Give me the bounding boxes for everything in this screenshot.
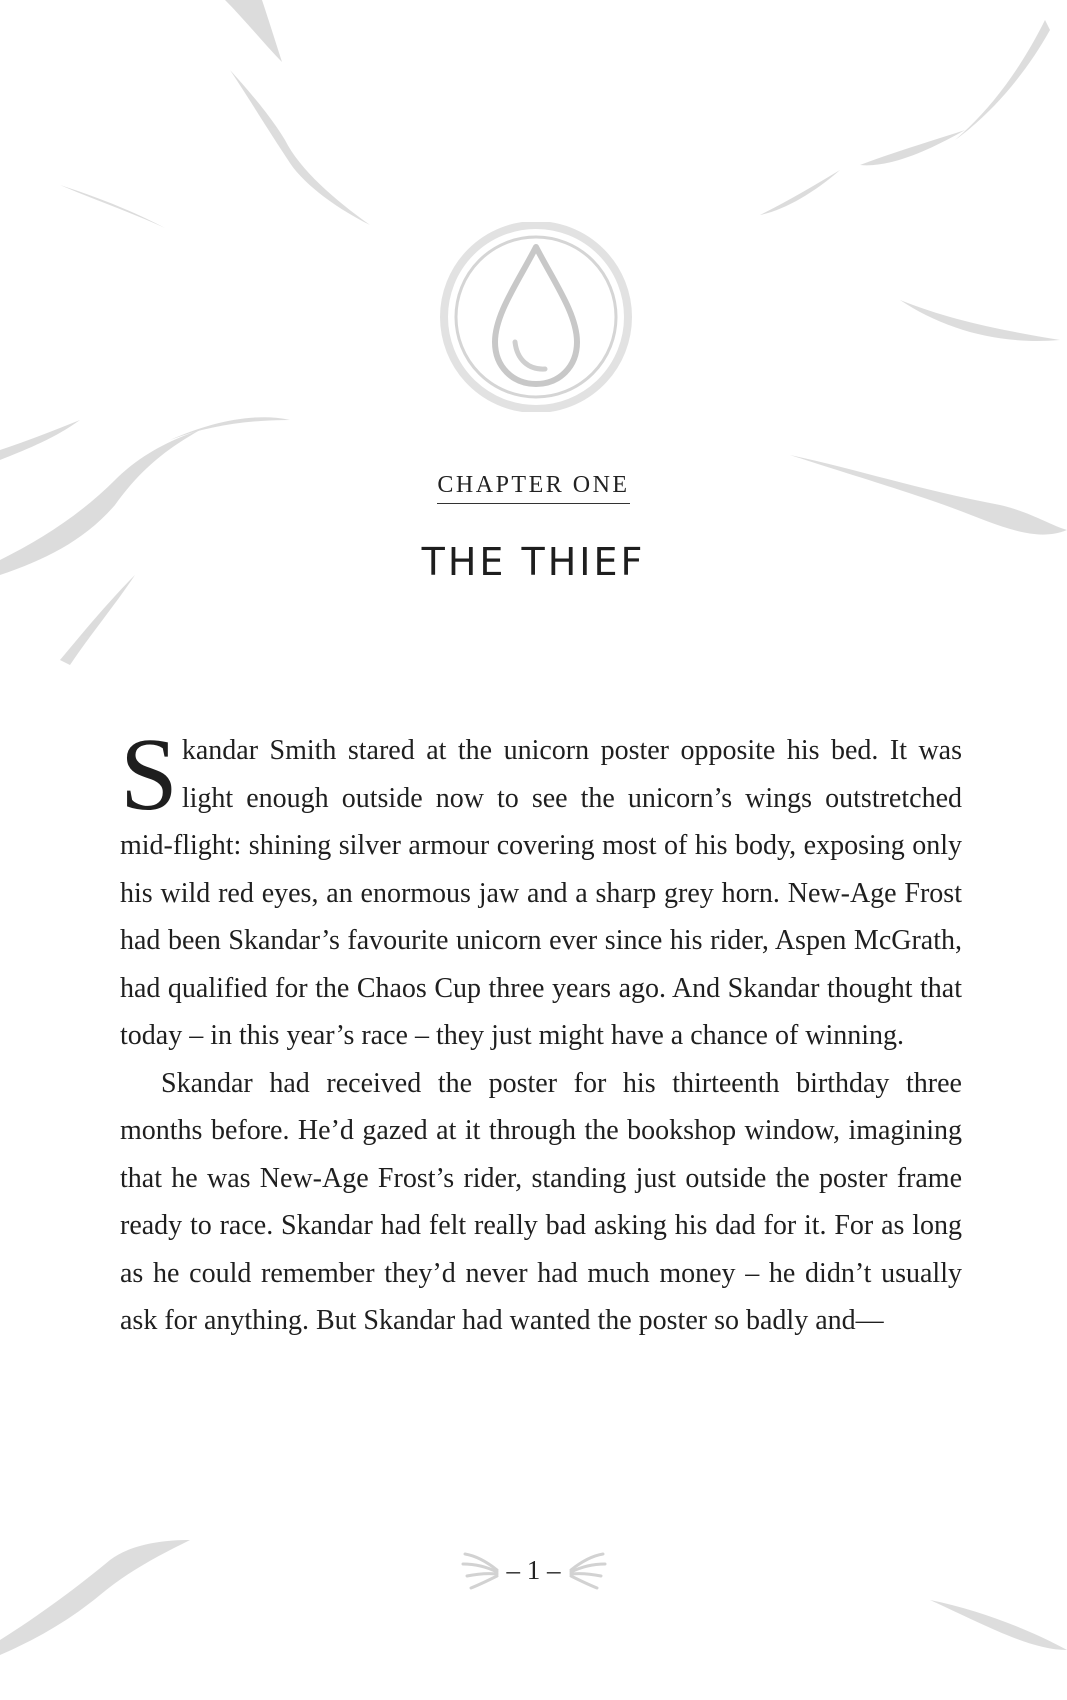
chapter-label-text: CHAPTER ONE xyxy=(437,472,629,504)
water-drop-icon xyxy=(413,222,659,412)
paragraph xyxy=(120,1060,962,1345)
paragraph-text: Skandar had received the poster for his thirteenth birthday three months before. He’d gazed at it through the bookshop window, imagining that he was New-Age Frost’s rider, standing just outside the poster frame ready to race. Skandar had felt really bad asking his dad for it. For as long as he could remember they’d never had much money – he didn’t usually ask for anything. But Skandar had wanted the poster so badly and— xyxy=(120,1067,962,1336)
chapter-body xyxy=(120,717,962,1345)
chapter-label xyxy=(0,472,1067,504)
drop-cap: S xyxy=(120,717,178,832)
paragraph-text: kandar Smith stared at the unicorn poster opposite his bed. It was light enough outside now to see the unicorn’s wings outstretched mid-flight: shining silver armour covering most of his body, exposing only his wild red eyes, an enormous jaw and a sharp grey horn. New-Age Frost had been Skandar’s favourite unicorn ever since his rider, Aspen McGrath, had qualified for the Chaos Cup three years ago. And Skandar thought that today – in this year’s race – they just might have a chance of winning. xyxy=(120,735,962,1051)
wing-icon xyxy=(569,1548,609,1592)
chapter-title: THE THIEF xyxy=(421,540,646,584)
wing-icon xyxy=(459,1548,499,1592)
page-number: – 1 – xyxy=(506,1554,561,1585)
page-footer xyxy=(0,1548,1067,1597)
paragraph xyxy=(120,717,962,1060)
